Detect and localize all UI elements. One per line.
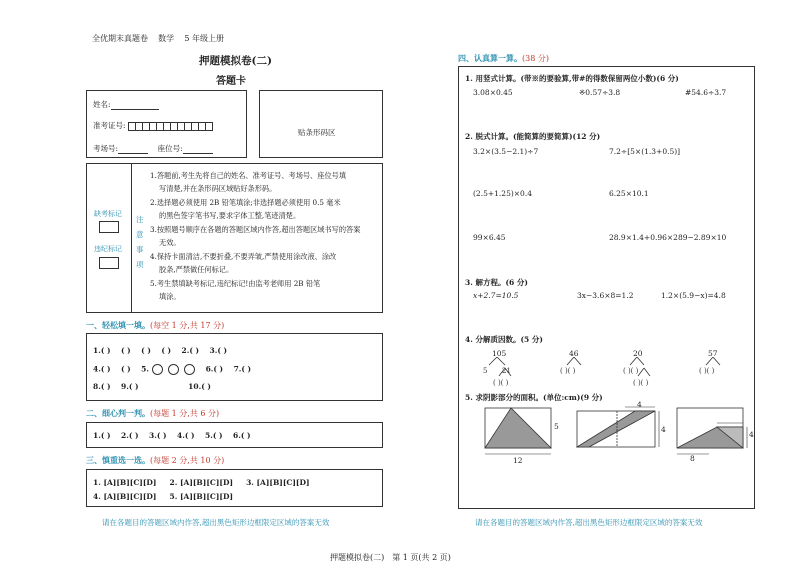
circle-answer[interactable]	[184, 364, 195, 375]
blank-answer[interactable]: 8.( )	[93, 382, 111, 391]
blank-answer[interactable]: 3.( )	[209, 346, 228, 355]
page-title: 押题模拟卷(二)	[199, 55, 272, 67]
blank-answer[interactable]: 1.( )	[93, 346, 111, 355]
judge-answer[interactable]: 5.( )	[205, 431, 223, 440]
q3-item: 3x−3.6×8=1.2	[577, 291, 634, 300]
absent-mark-label: 缺考标记	[94, 210, 122, 218]
q3-item: 1.2×(5.9−x)=4.8	[661, 291, 726, 300]
q2-item: 99×6.45	[473, 233, 506, 242]
q1-item: 3.08×0.45	[473, 88, 513, 97]
q1-item: ※0.57÷3.8	[579, 88, 621, 97]
circle-answer[interactable]	[168, 364, 179, 375]
q2-item: 3.2×(3.5−2.1)÷7	[473, 147, 539, 156]
judge-answer[interactable]: 1.( )	[93, 431, 111, 440]
q1-title: 1. 用竖式计算。(带※的要验算,带#的得数保留两位小数)(6 分)	[465, 74, 679, 83]
violation-mark-label: 违纪标记	[94, 245, 122, 253]
section2-title: 二、细心判一判。(每题 1 分,共 6 分)	[86, 408, 220, 418]
section4-title: 四、认真算一算。(38 分)	[458, 53, 549, 63]
judge-answer[interactable]: 2.( )	[121, 431, 139, 440]
page-number: 押题模拟卷(二) 第 1 页(共 2 页)	[330, 553, 451, 562]
dimension-label: 4	[637, 400, 642, 409]
notice-line: 2.选择题必须使用 2B 铅笔填涂;非选择题必须使用 0.5 毫米	[150, 198, 341, 207]
notice-heading: 注 意 事 项	[136, 215, 144, 269]
subject-name: 数学	[158, 34, 175, 43]
judge-answer[interactable]: 4.( )	[177, 431, 195, 440]
svg-text:( )( ): ( )( )	[560, 367, 576, 375]
barcode-label: 贴条形码区	[298, 128, 336, 137]
factor-number: 105	[492, 349, 507, 358]
blank-answer[interactable]: 2.( )	[181, 346, 200, 355]
notice-line: 的黑色签字笔书写,要求字体工整,笔迹清楚。	[159, 211, 301, 220]
notice-line: 胶条,严禁做任何标记。	[159, 265, 234, 274]
section3-title: 三、慎重选一选。(每题 2 分,共 10 分)	[86, 455, 225, 465]
dimension-label: 4	[661, 425, 666, 434]
circle-answer[interactable]	[152, 364, 163, 375]
blank-answer[interactable]: ( )	[161, 346, 172, 355]
absent-mark-box[interactable]	[99, 221, 119, 233]
svg-text:( )( ): ( )( )	[633, 379, 649, 387]
factor-number: 46	[569, 349, 579, 358]
dimension-label: 12	[513, 456, 523, 465]
dimension-label: 8	[690, 454, 695, 463]
notice-box	[86, 163, 383, 313]
choice-answer[interactable]: 2. [A][B][C][D]	[169, 478, 233, 487]
notice-line: 无效。	[159, 238, 181, 247]
shaded-area-figures	[459, 405, 756, 463]
q1-item: #54.6÷3.7	[685, 88, 727, 97]
choice-answer[interactable]: 1. [A][B][C][D]	[93, 478, 157, 487]
dimension-label: 4	[749, 430, 754, 439]
blank-answer[interactable]: ( )	[141, 346, 151, 355]
student-info-box	[86, 90, 247, 158]
svg-text:( )( ): ( )( )	[699, 367, 715, 375]
svg-text:5: 5	[483, 367, 488, 375]
barcode-area	[259, 90, 383, 158]
factor-number: 20	[633, 349, 643, 358]
blank-answer[interactable]: 7.( )	[233, 364, 252, 374]
section3-answer-box	[86, 469, 383, 507]
name-field[interactable]: 姓名:	[93, 99, 159, 110]
q5-title: 5. 求阴影部分的面积。(单位:cm)(9 分)	[465, 393, 603, 402]
violation-mark-box[interactable]	[99, 257, 119, 269]
exam-number-field[interactable]: 准考证号:	[93, 120, 212, 131]
choice-answer[interactable]: 4. [A][B][C][D]	[93, 492, 157, 501]
notice-line: 填涂。	[159, 292, 181, 301]
q2-item: 7.2÷[5×(1.3+0.5)]	[609, 147, 681, 156]
blank-answer[interactable]: 10.( )	[188, 382, 211, 391]
series-name: 全优期末真题卷	[92, 34, 148, 43]
q2-item: 6.25×10.1	[609, 189, 649, 198]
q4-title: 4. 分解质因数。(5 分)	[465, 335, 543, 344]
section1-title: 一、轻松填一填。(每空 1 分,共 17 分)	[86, 320, 225, 330]
right-footer-note: 请在各题目的答题区域内作答,超出黑色矩形边框限定区域的答案无效	[475, 518, 703, 527]
judge-answer[interactable]: 6.( )	[233, 431, 251, 440]
blank-answer[interactable]: 4.( )	[93, 364, 111, 374]
room-seat-field[interactable]: 考场号: 座位号:	[93, 143, 213, 154]
factor-trees[interactable]	[459, 357, 756, 393]
q2-item: (2.5+1.25)×0.4	[473, 189, 532, 198]
notice-line: 5.考生禁填缺考标记,违纪标记!由监考老师用 2B 铅笔	[150, 279, 321, 288]
choice-answer[interactable]: 5. [A][B][C][D]	[169, 492, 233, 501]
svg-text:21: 21	[502, 367, 511, 375]
factor-number: 57	[708, 349, 718, 358]
blank-answer[interactable]: ( )	[121, 364, 131, 374]
choice-answer[interactable]: 3. [A][B][C][D]	[246, 478, 310, 487]
grade-name: 5 年级上册	[184, 34, 224, 43]
svg-text:( )( ): ( )( )	[623, 367, 639, 375]
q2-item: 28.9×1.4+0.96×289−2.89×10	[609, 233, 727, 242]
notice-line: 1.答题前,考生先将自己的姓名、准考证号、考场号、座位号填	[150, 171, 347, 180]
blank-answer[interactable]: 9.( )	[121, 382, 139, 391]
q2-title: 2. 脱式计算。(能简算的要简算)(12 分)	[465, 132, 601, 141]
svg-text:( )( ): ( )( )	[493, 379, 509, 387]
left-footer-note: 请在各题目的答题区域内作答,超出黑色矩形边框限定区域的答案无效	[102, 518, 330, 527]
q3-item: x+2.7=10.5	[473, 291, 519, 300]
section1-answer-box	[86, 333, 383, 401]
blank-answer[interactable]: ( )	[121, 346, 131, 355]
page-subtitle: 答题卡	[216, 76, 246, 87]
section2-answer-box	[86, 422, 383, 448]
blank-answer: 5.	[141, 364, 150, 374]
section4-answer-box	[458, 66, 755, 509]
q3-title: 3. 解方程。(6 分)	[465, 278, 528, 287]
judge-answer[interactable]: 3.( )	[149, 431, 167, 440]
notice-line: 3.按照题号顺序在各题的答题区域内作答,超出答题区域书写的答案	[150, 225, 361, 234]
notice-line: 写清楚,并在条形码区域贴好条形码。	[159, 184, 277, 193]
blank-answer[interactable]: 6.( )	[205, 364, 224, 374]
notice-line: 4.保持卡面清洁,不要折叠,不要弄皱,严禁使用涂改液、涂改	[150, 252, 337, 261]
dimension-label: 5	[554, 422, 559, 431]
header-series	[92, 33, 224, 44]
